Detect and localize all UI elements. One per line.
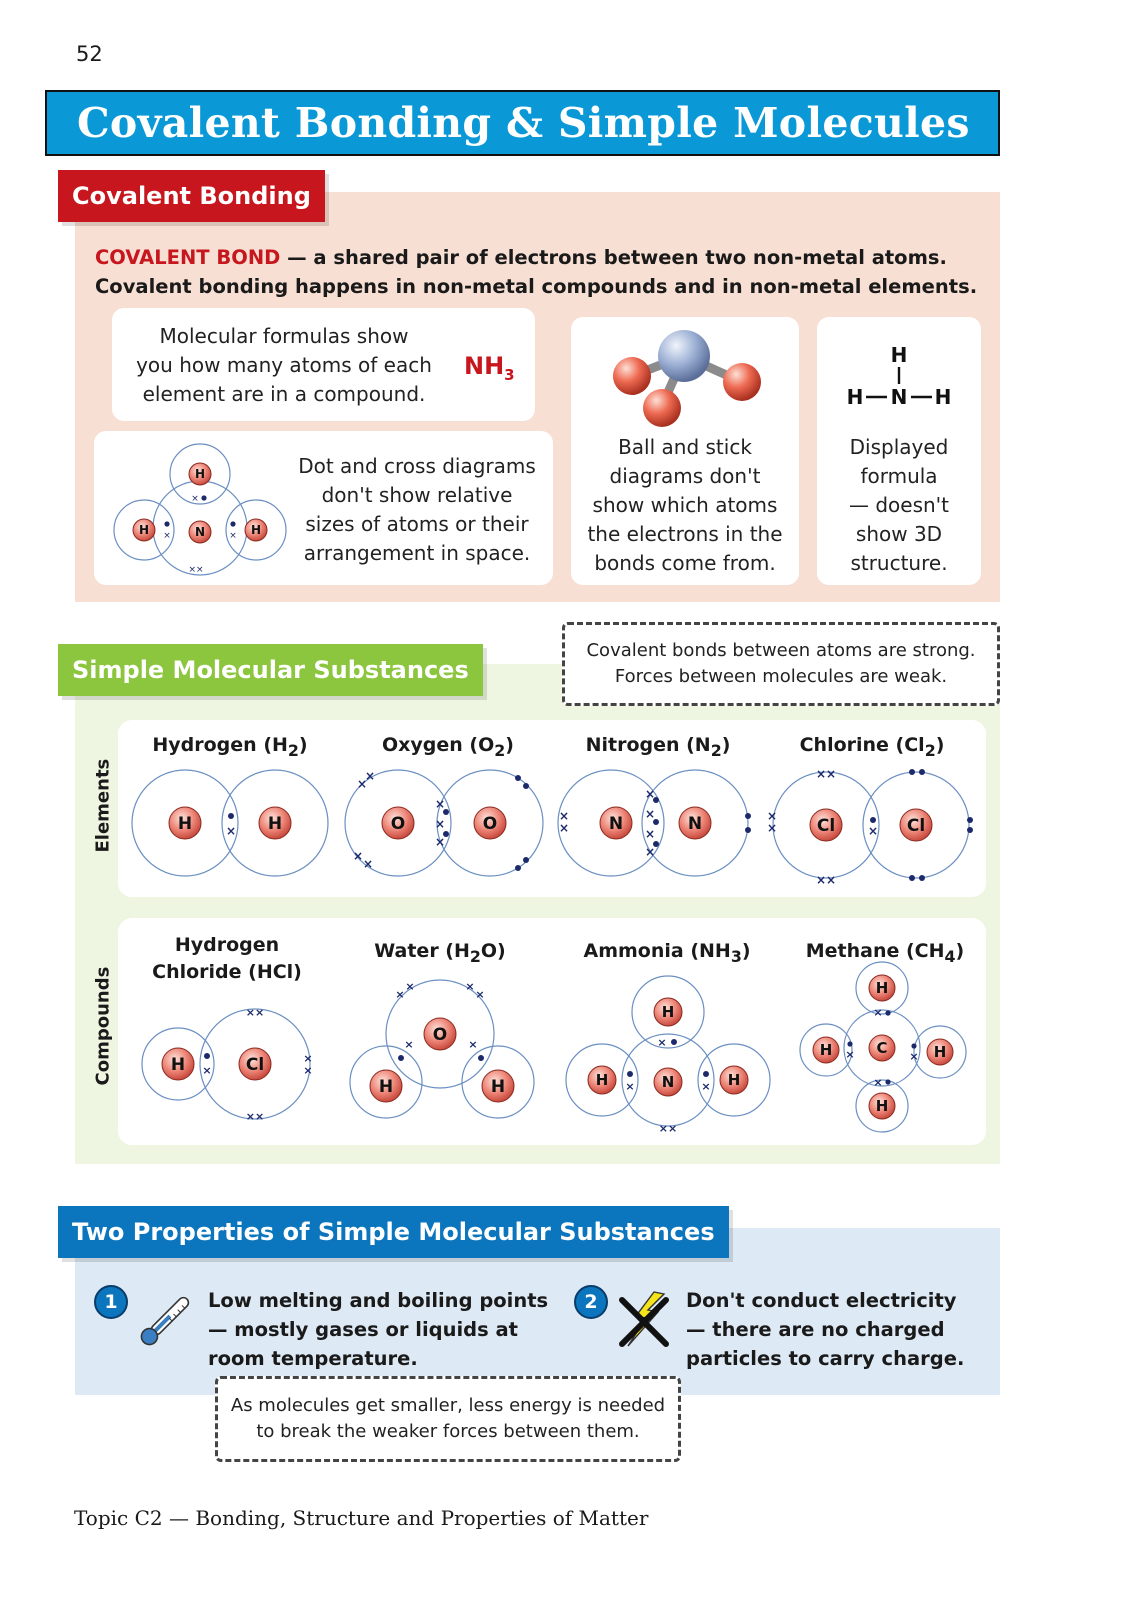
text-line: the electrons in the <box>587 522 783 546</box>
svg-text:×: × <box>845 1048 855 1061</box>
sub: 3 <box>730 946 742 966</box>
formula-sub: 3 <box>504 365 515 384</box>
close: ) <box>298 734 308 756</box>
sub: 4 <box>944 946 956 966</box>
atom-label: C <box>876 1039 888 1057</box>
atom-label: H <box>267 814 283 834</box>
atom-label: H <box>250 523 262 537</box>
svg-text:×: × <box>766 821 778 835</box>
sub: 2 <box>287 740 299 760</box>
atom-label: H <box>846 385 864 409</box>
atom-label: N <box>890 385 908 409</box>
svg-text:×: × <box>558 809 570 823</box>
svg-text:×: × <box>465 980 475 993</box>
svg-text:×: × <box>873 1006 883 1019</box>
svg-text:××: ×× <box>658 1122 678 1135</box>
svg-text:×: × <box>625 1080 635 1093</box>
atom-label: O <box>482 814 498 834</box>
svg-text:×: × <box>468 1038 478 1051</box>
property-1-text <box>208 1286 548 1373</box>
svg-text:×: × <box>229 531 237 541</box>
name: Nitrogen (N <box>585 734 711 756</box>
svg-text:×: × <box>404 1038 414 1051</box>
sub: 2 <box>710 740 722 760</box>
sub: 2 <box>494 740 506 760</box>
ball-stick-ammonia-model <box>600 326 770 430</box>
atom-label: H <box>875 1097 889 1115</box>
note-line: Covalent bonds between atoms are strong. <box>586 640 976 661</box>
atom-label: H <box>933 1043 947 1061</box>
compound-molecule-diagrams <box>118 960 986 1145</box>
elements-label: Elements <box>92 758 114 853</box>
text-line: room temperature. <box>208 1347 418 1370</box>
svg-text:×: × <box>701 1080 711 1093</box>
name: Chlorine (Cl <box>799 734 925 756</box>
no-electricity-icon <box>614 1290 674 1350</box>
title-line: Hydrogen <box>174 934 280 956</box>
svg-text:×: × <box>644 787 656 801</box>
svg-text:×: × <box>867 824 879 838</box>
atom-label: H <box>170 1055 186 1075</box>
text-line: — mostly gases or liquids at <box>208 1318 518 1341</box>
text-line: — there are no charged <box>686 1318 945 1341</box>
svg-text:×: × <box>475 988 485 1001</box>
covalent-bonding-heading: Covalent Bonding <box>58 170 325 222</box>
svg-text:×: × <box>356 777 368 791</box>
note-line: As molecules get smaller, less energy is needed <box>230 1395 666 1416</box>
dot-cross-text <box>292 452 542 568</box>
atom-label: H <box>378 1077 394 1097</box>
note-line: to break the weaker forces between them. <box>256 1421 640 1442</box>
name: Hydrogen (H <box>152 734 288 756</box>
text-line: Displayed <box>849 435 949 459</box>
covalent-bond-definition: — a shared pair of electrons between two non-metal atoms. <box>280 246 947 269</box>
formula-main: NH <box>464 352 505 380</box>
property-number-2: 2 <box>574 1285 608 1319</box>
close: ) <box>721 734 731 756</box>
svg-text:××: ×× <box>815 873 837 887</box>
svg-text:×: × <box>644 807 656 821</box>
ball-stick-text <box>578 433 792 578</box>
svg-text:×: × <box>434 797 446 811</box>
close: ) <box>505 734 514 756</box>
svg-text:×: × <box>434 835 446 849</box>
svg-text:×: × <box>202 1064 212 1077</box>
name: Water (H <box>374 940 470 962</box>
atom-label: H <box>727 1071 741 1089</box>
atom-label: Cl <box>906 816 926 836</box>
close: ) <box>935 734 945 756</box>
text-line: bonds come from. <box>594 551 776 575</box>
text-line: show which atoms <box>592 493 778 517</box>
svg-text:×: × <box>352 849 364 863</box>
property-2-text <box>686 1286 964 1373</box>
svg-text:×: × <box>644 845 656 859</box>
svg-text:×: × <box>362 857 374 871</box>
molecule-size-note <box>215 1376 681 1462</box>
element-molecule-diagrams <box>118 760 986 894</box>
svg-text:×: × <box>303 1052 313 1065</box>
text-line: Molecular formulas show <box>159 324 409 348</box>
atom-label: H <box>819 1041 833 1059</box>
atom-label: H <box>490 1077 506 1097</box>
covalent-definition-line2: Covalent bonding happens in non-metal compounds and in non-metal elements. <box>95 275 978 298</box>
svg-text:×: × <box>163 531 171 541</box>
atom-label: N <box>608 814 624 834</box>
svg-text:×: × <box>225 824 237 838</box>
text-line: arrangement in space. <box>303 541 531 565</box>
svg-text:×: × <box>657 1036 667 1049</box>
svg-text:×: × <box>909 1050 919 1063</box>
thermometer-icon <box>134 1288 196 1354</box>
close: ) <box>955 940 965 962</box>
atom-label: O <box>432 1025 448 1045</box>
property-number-1: 1 <box>94 1285 128 1319</box>
atom-label: N <box>661 1073 675 1091</box>
displayed-formula-text <box>822 433 976 578</box>
text-line: particles to carry charge. <box>686 1347 965 1370</box>
text-line: sizes of atoms or their <box>305 512 529 536</box>
covalent-bond-term: COVALENT BOND <box>95 246 281 269</box>
text-line: Don't conduct electricity <box>686 1289 957 1312</box>
atom-label: N <box>687 814 703 834</box>
svg-text:×: × <box>303 1064 313 1077</box>
atom-label: H <box>138 523 150 537</box>
name: Oxygen (O <box>382 734 495 756</box>
name: Ammonia (NH <box>583 940 731 962</box>
svg-text:××: ×× <box>245 1110 265 1123</box>
svg-text:×: × <box>644 827 656 841</box>
atom-label: H <box>177 814 193 834</box>
svg-text:×: × <box>364 769 376 783</box>
atom-label: Cl <box>816 816 836 836</box>
sub: 2 <box>469 946 481 966</box>
atom-label: H <box>934 385 952 409</box>
close: O) <box>480 940 506 962</box>
close: ) <box>741 940 751 962</box>
atom-label: H <box>661 1003 675 1021</box>
compounds-label: Compounds <box>92 966 114 1086</box>
svg-text:××: ×× <box>188 565 204 575</box>
text-line: diagrams don't <box>609 464 761 488</box>
svg-text:××: ×× <box>245 1006 265 1019</box>
title-line: Chloride (HCl) <box>152 961 302 983</box>
properties-heading: Two Properties of Simple Molecular Substances <box>58 1206 729 1258</box>
svg-text:×: × <box>395 988 405 1001</box>
sub: 2 <box>924 740 936 760</box>
molecular-formula-text <box>125 322 443 409</box>
atom-label: H <box>194 467 206 481</box>
page-title: Covalent Bonding & Simple Molecules <box>77 99 970 147</box>
atom-label: Cl <box>245 1055 265 1075</box>
svg-text:×: × <box>766 809 778 823</box>
dot-cross-ammonia-diagram <box>104 438 294 580</box>
covalent-definition <box>95 243 977 301</box>
svg-text:×: × <box>191 494 199 504</box>
text-line: Ball and stick <box>618 435 752 459</box>
note-line: Forces between molecules are weak. <box>614 666 948 687</box>
atom-label: H <box>595 1071 609 1089</box>
simple-molecular-heading: Simple Molecular Substances <box>58 644 483 696</box>
svg-text:×: × <box>405 980 415 993</box>
text-line: show 3D <box>855 522 943 546</box>
atom-label: H <box>875 979 889 997</box>
text-line: don't show relative <box>321 483 513 507</box>
displayed-formula-ammonia <box>839 340 959 412</box>
svg-text:×: × <box>434 817 446 831</box>
bond-strength-note <box>562 622 1000 706</box>
page-number: 52 <box>76 42 103 66</box>
nh3-formula <box>464 352 515 384</box>
text-line: — doesn't <box>848 493 950 517</box>
svg-text:×: × <box>873 1076 883 1089</box>
text-line: Dot and cross diagrams <box>298 454 536 478</box>
atom-label: H <box>890 343 908 367</box>
text-line: structure. <box>850 551 948 575</box>
title-banner <box>45 90 1000 156</box>
atom-label: N <box>194 525 206 539</box>
text-line: formula <box>860 464 938 488</box>
text-line: you how many atoms of each <box>136 353 432 377</box>
text-line: element are in a compound. <box>142 382 426 406</box>
svg-text:××: ×× <box>815 767 837 781</box>
text-line: Low melting and boiling points <box>208 1289 549 1312</box>
atom-label: O <box>390 814 406 834</box>
footer-topic: Topic C2 — Bonding, Structure and Properties of Matter <box>74 1506 649 1530</box>
name: Methane (CH <box>805 940 945 962</box>
svg-text:×: × <box>558 821 570 835</box>
